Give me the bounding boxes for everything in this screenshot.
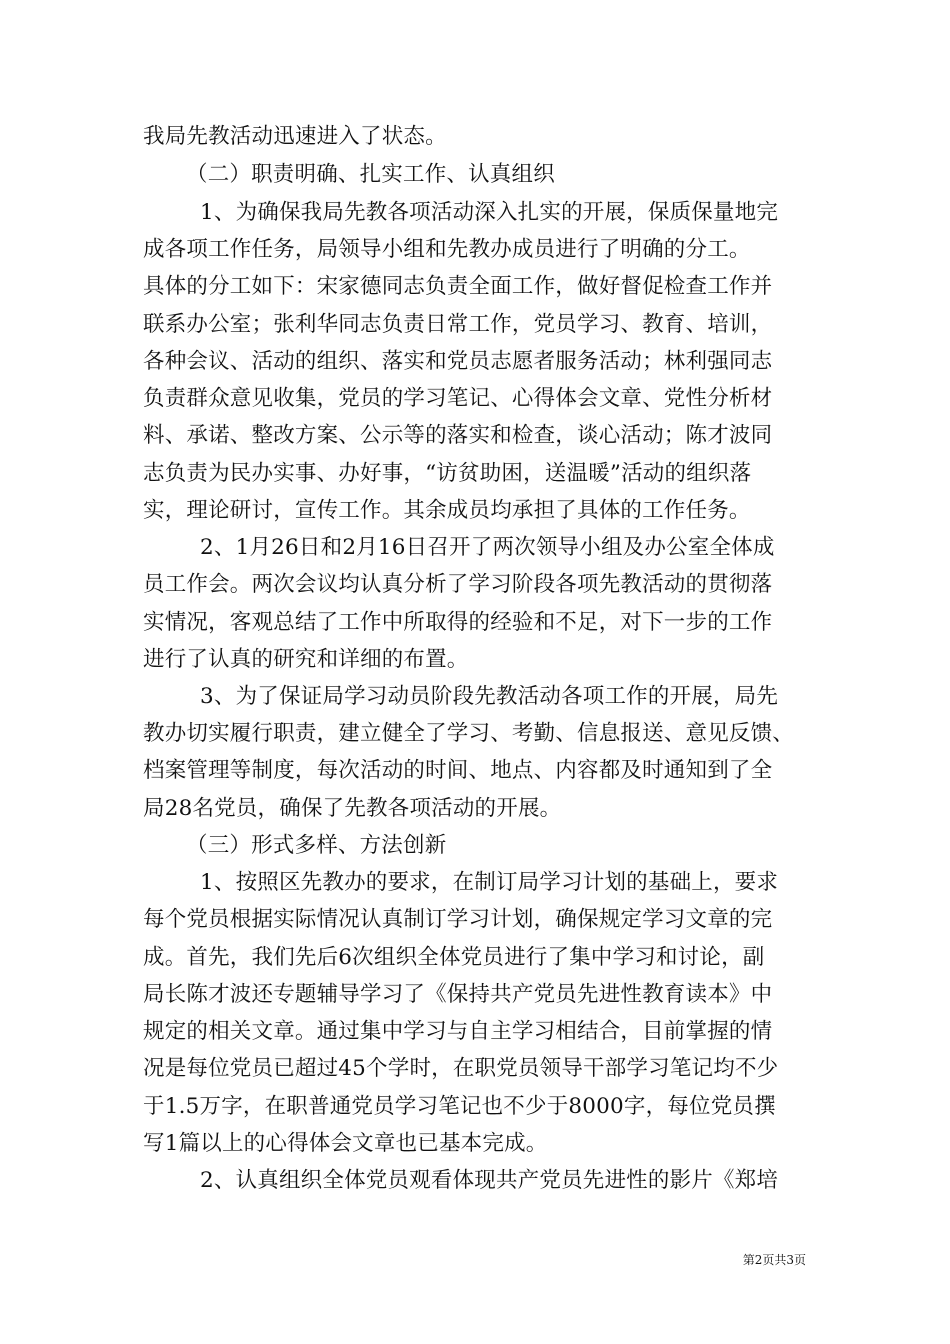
text-line: 2、认真组织全体党员观看体现共产党员先进性的影片《郑培 (200, 1168, 779, 1193)
text-line: 1、为确保我局先教各项活动深入扎实的开展，保质保量地完 (200, 200, 779, 225)
text-line: 规定的相关文章。通过集中学习与自主学习相结合，目前掌握的情 (143, 1019, 773, 1044)
section-heading: （二）职责明确、扎实工作、认真组织 (186, 162, 555, 187)
text-line: 况是每位党员已超过45个学时，在职党员领导干部学习笔记均不少 (143, 1056, 779, 1081)
text-line: 成各项工作任务，局领导小组和先教办成员进行了明确的分工。 (143, 237, 751, 262)
text-line: 3、为了保证局学习动员阶段先教活动各项工作的开展，局先 (200, 684, 779, 709)
text-line: 局28名党员，确保了先教各项活动的开展。 (143, 796, 562, 821)
text-line: 负责群众意见收集，党员的学习笔记、心得体会文章、党性分析材 (143, 386, 773, 411)
text-line: 实情况，客观总结了工作中所取得的经验和不足，对下一步的工作 (143, 610, 773, 635)
text-line: 每个党员根据实际情况认真制订学习计划，确保规定学习文章的完 (143, 907, 773, 932)
text-line: 具体的分工如下：宋家德同志负责全面工作，做好督促检查工作并 (143, 274, 773, 299)
text-line: 员工作会。两次会议均认真分析了学习阶段各项先教活动的贯彻落 (143, 572, 773, 597)
text-line: 档案管理等制度，每次活动的时间、地点、内容都及时通知到了全 (143, 758, 773, 783)
text-line: 成。首先，我们先后6次组织全体党员进行了集中学习和讨论，副 (143, 945, 765, 970)
section-heading: （三）形式多样、方法创新 (186, 833, 447, 858)
text-line: 各种会议、活动的组织、落实和党员志愿者服务活动；林利强同志 (143, 349, 773, 374)
text-line: 进行了认真的研究和详细的布置。 (143, 647, 469, 672)
text-line: 料、承诺、整改方案、公示等的落实和检查，谈心活动；陈才波同 (143, 423, 773, 448)
text-line: 实，理论研讨，宣传工作。其余成员均承担了具体的工作任务。 (143, 498, 751, 523)
text-line: 局长陈才波还专题辅导学习了《保持共产党员先进性教育读本》中 (143, 982, 773, 1007)
text-line: 2、1月26日和2月16日召开了两次领导小组及办公室全体成 (200, 535, 775, 560)
text-line: 志负责为民办实事、办好事，“访贫助困，送温暖”活动的组织落 (143, 461, 752, 486)
text-line: 1、按照区先教办的要求，在制订局学习计划的基础上，要求 (200, 870, 779, 895)
text-line: 联系办公室；张利华同志负责日常工作，党员学习、教育、培训， (143, 312, 773, 337)
page-number: 第2页共3页 (742, 1253, 806, 1267)
text-line: 于1.5万字，在职普通党员学习笔记也不少于8000字，每位党员撰 (143, 1094, 776, 1119)
text-line: 教办切实履行职责，建立健全了学习、考勤、信息报送、意见反馈、 (143, 721, 795, 746)
text-line: 写1篇以上的心得体会文章也已基本完成。 (143, 1131, 548, 1156)
text-line: 我局先教活动迅速进入了状态。 (143, 124, 447, 149)
